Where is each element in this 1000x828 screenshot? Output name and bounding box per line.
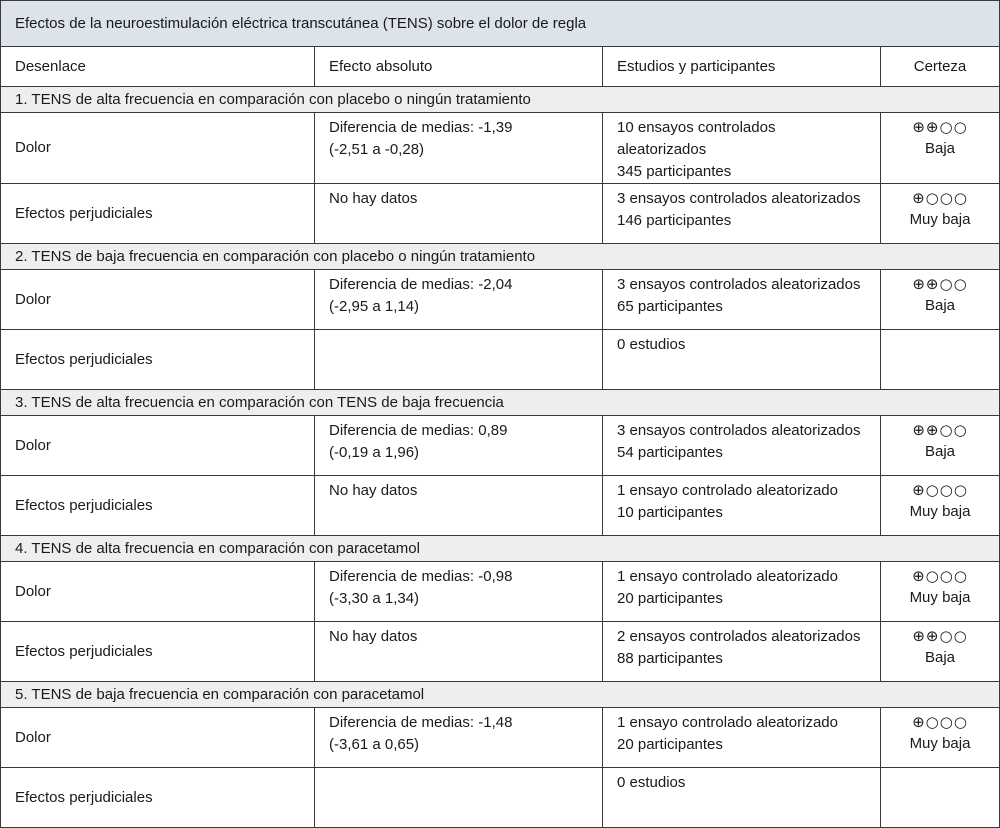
effect-cell	[315, 476, 603, 536]
effect-cell	[315, 184, 603, 244]
studies-cell	[603, 708, 881, 768]
table-title-row	[1, 1, 1000, 47]
outcome-cell: Dolor	[1, 416, 315, 476]
column-header-outcome: Desenlace	[1, 47, 315, 87]
certainty-rating-icon: ⊕⊕○○	[912, 421, 968, 439]
effect-cell	[315, 330, 603, 390]
studies-cell	[603, 270, 881, 330]
certainty-cell	[881, 622, 1000, 682]
effect-value: No hay datos	[329, 482, 418, 499]
table-row	[1, 562, 1000, 622]
certainty-rating-icon: ⊕○○○	[912, 189, 968, 207]
studies-cell	[603, 113, 881, 184]
certainty-rating-icon: ⊕○○○	[912, 481, 968, 499]
table-row	[1, 476, 1000, 536]
participants-count: 146 participantes	[617, 212, 732, 229]
certainty-rating-icon: ⊕⊕○○	[912, 627, 968, 645]
effect-value: Diferencia de medias: -0,98	[329, 568, 513, 585]
comparison-group-row	[1, 536, 1000, 562]
confidence-interval: (-0,19 a 1,96)	[329, 444, 420, 461]
participants-count: 88 participantes	[617, 650, 723, 667]
table-row	[1, 270, 1000, 330]
certainty-cell	[881, 768, 1000, 828]
participants-count: 20 participantes	[617, 736, 723, 753]
comparison-heading: 4. TENS de alta frecuencia en comparación con paracetamol	[1, 536, 1000, 562]
certainty-cell	[881, 330, 1000, 390]
effect-cell	[315, 708, 603, 768]
certainty-cell	[881, 562, 1000, 622]
effect-value: Diferencia de medias: -1,48	[329, 714, 513, 731]
effect-value: Diferencia de medias: -2,04	[329, 276, 513, 293]
table-row	[1, 184, 1000, 244]
certainty-rating-icon: ⊕⊕○○	[912, 275, 968, 293]
certainty-level: Muy baja	[909, 735, 971, 752]
participants-count: 345 participantes	[617, 163, 732, 180]
table-row	[1, 416, 1000, 476]
table-row	[1, 113, 1000, 184]
certainty-level: Baja	[924, 140, 956, 157]
effect-cell	[315, 113, 603, 184]
outcome-cell: Efectos perjudiciales	[1, 330, 315, 390]
certainty-cell	[881, 476, 1000, 536]
confidence-interval: (-3,30 a 1,34)	[329, 590, 420, 607]
outcome-cell: Dolor	[1, 708, 315, 768]
certainty-cell	[881, 184, 1000, 244]
effect-value: Diferencia de medias: -1,39	[329, 119, 513, 136]
comparison-heading: 2. TENS de baja frecuencia en comparación con placebo o ningún tratamiento	[1, 244, 1000, 270]
studies-count: 2 ensayos controlados aleatorizados	[617, 628, 861, 645]
comparison-group-row	[1, 390, 1000, 416]
participants-count: 10 participantes	[617, 504, 723, 521]
effect-value: Diferencia de medias: 0,89	[329, 422, 508, 439]
studies-cell	[603, 184, 881, 244]
outcome-cell: Efectos perjudiciales	[1, 184, 315, 244]
column-header-row	[1, 47, 1000, 87]
confidence-interval: (-2,51 a -0,28)	[329, 141, 425, 158]
studies-cell	[603, 622, 881, 682]
effect-cell	[315, 622, 603, 682]
comparison-group-row	[1, 244, 1000, 270]
effect-cell	[315, 416, 603, 476]
effect-cell	[315, 768, 603, 828]
column-header-effect: Efecto absoluto	[315, 47, 603, 87]
studies-count: 3 ensayos controlados aleatorizados	[617, 276, 861, 293]
table-title: Efectos de la neuroestimulación eléctrica transcutánea (TENS) sobre el dolor de regla	[1, 1, 1000, 47]
studies-cell	[603, 416, 881, 476]
outcome-cell: Efectos perjudiciales	[1, 768, 315, 828]
column-header-certainty: Certeza	[881, 47, 1000, 87]
certainty-level: Baja	[924, 297, 956, 314]
outcome-cell: Efectos perjudiciales	[1, 476, 315, 536]
table-row	[1, 330, 1000, 390]
studies-count: 0 estudios	[617, 774, 686, 791]
studies-cell	[603, 562, 881, 622]
table-row	[1, 768, 1000, 828]
outcome-cell: Dolor	[1, 562, 315, 622]
studies-cell	[603, 768, 881, 828]
comparison-group-row	[1, 87, 1000, 113]
confidence-interval: (-2,95 a 1,14)	[329, 298, 420, 315]
certainty-cell	[881, 113, 1000, 184]
certainty-rating-icon: ⊕⊕○○	[912, 118, 968, 136]
column-header-studies: Estudios y participantes	[603, 47, 881, 87]
outcome-cell: Efectos perjudiciales	[1, 622, 315, 682]
certainty-level: Muy baja	[909, 503, 971, 520]
comparison-heading: 5. TENS de baja frecuencia en comparación con paracetamol	[1, 682, 1000, 708]
certainty-cell	[881, 270, 1000, 330]
certainty-level: Muy baja	[909, 211, 971, 228]
studies-count: 3 ensayos controlados aleatorizados	[617, 422, 861, 439]
effect-cell	[315, 562, 603, 622]
comparison-heading: 3. TENS de alta frecuencia en comparación con TENS de baja frecuencia	[1, 390, 1000, 416]
certainty-level: Baja	[924, 649, 956, 666]
studies-cell	[603, 330, 881, 390]
effect-cell	[315, 270, 603, 330]
studies-cell	[603, 476, 881, 536]
effect-value: No hay datos	[329, 190, 418, 207]
certainty-level: Muy baja	[909, 589, 971, 606]
studies-count: 1 ensayo controlado aleatorizado	[617, 482, 838, 499]
studies-count: 1 ensayo controlado aleatorizado	[617, 568, 838, 585]
comparison-group-row	[1, 682, 1000, 708]
effect-value: No hay datos	[329, 628, 418, 645]
participants-count: 20 participantes	[617, 590, 723, 607]
participants-count: 54 participantes	[617, 444, 723, 461]
table-row	[1, 622, 1000, 682]
studies-count: 10 ensayos controlados aleatorizados	[617, 119, 776, 158]
comparison-heading: 1. TENS de alta frecuencia en comparación con placebo o ningún tratamiento	[1, 87, 1000, 113]
confidence-interval: (-3,61 a 0,65)	[329, 736, 420, 753]
participants-count: 65 participantes	[617, 298, 723, 315]
certainty-rating-icon: ⊕○○○	[912, 713, 968, 731]
certainty-cell	[881, 708, 1000, 768]
certainty-level: Baja	[924, 443, 956, 460]
outcome-cell: Dolor	[1, 113, 315, 184]
certainty-rating-icon: ⊕○○○	[912, 567, 968, 585]
table-row	[1, 708, 1000, 768]
studies-count: 1 ensayo controlado aleatorizado	[617, 714, 838, 731]
studies-count: 3 ensayos controlados aleatorizados	[617, 190, 861, 207]
outcome-cell: Dolor	[1, 270, 315, 330]
studies-count: 0 estudios	[617, 336, 686, 353]
certainty-cell	[881, 416, 1000, 476]
